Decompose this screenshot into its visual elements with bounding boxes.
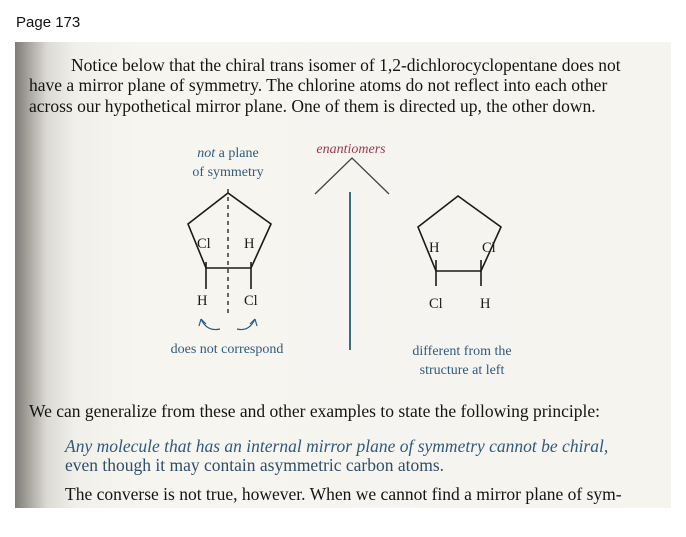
left-bottom-left-atom: H <box>197 293 208 309</box>
left-pentagon <box>188 193 271 268</box>
enantiomer-arrows <box>315 158 389 194</box>
paragraph-2: We can generalize from these and other examples to state the following principle: <box>29 401 601 421</box>
right-bottom-right-atom: H <box>480 296 491 312</box>
paragraph-3: The converse is not true, however. When we cannot find a mirror plane of sym- <box>65 484 622 504</box>
right-top-right-atom: Cl <box>482 240 496 256</box>
left-top-right-atom: H <box>244 236 255 252</box>
paragraph-1-line-1: Notice below that the chiral trans isomer of 1,2-dichlorocyclopentane does not <box>71 55 621 75</box>
scanned-page <box>15 42 671 508</box>
does-not-correspond-note: does not correspond <box>170 342 284 357</box>
left-top-left-atom: Cl <box>197 236 211 252</box>
different-note-line-2: structure at left <box>419 363 505 378</box>
right-bottom-left-atom: Cl <box>429 296 443 312</box>
not-plane-caption-line-2: of symmetry <box>192 165 264 180</box>
different-note-line-1: different from the <box>412 344 512 359</box>
paragraph-1-line-2: have a mirror plane of symmetry. The chlorine atoms do not reflect into each other <box>29 75 608 95</box>
page-label: Page 173 <box>16 14 81 31</box>
principle-line-1: Any molecule that has an internal mirror plane of symmetry cannot be chiral, <box>65 436 609 456</box>
enantiomers-label: enantiomers <box>316 142 386 157</box>
left-curved-arrow <box>201 319 220 330</box>
left-bottom-right-atom: Cl <box>244 293 258 309</box>
right-top-left-atom: H <box>429 240 440 256</box>
not-plane-caption: not a plane <box>197 146 259 161</box>
paragraph-1-line-3: across our hypothetical mirror plane. One of them is directed up, the other down. <box>29 96 596 116</box>
right-curved-arrow <box>237 319 255 330</box>
right-pentagon <box>418 196 501 271</box>
principle-line-2: even though it may contain asymmetric carbon atoms. <box>65 455 445 475</box>
